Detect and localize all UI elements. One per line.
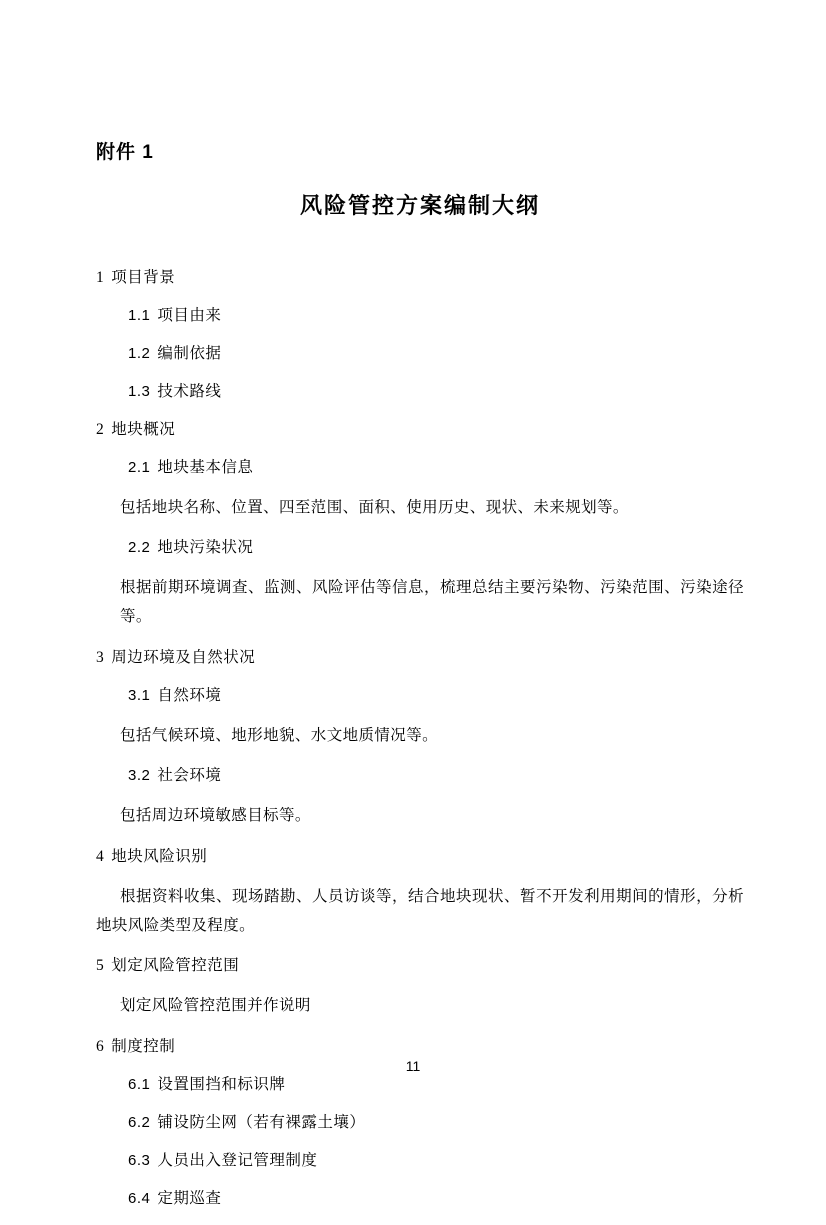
outline-paragraph: 包括气候环境、地形地貌、水文地质情况等。 (120, 726, 439, 744)
outline-number: 1.3 (128, 382, 151, 400)
outline-text: 制度控制 (111, 1038, 176, 1056)
outline-text: 项目背景 (111, 268, 176, 286)
outline-heading-level2 (96, 536, 744, 560)
outline-number: 6.4 (128, 1190, 151, 1208)
page-number: 11 (405, 1058, 421, 1074)
outline-text: 铺设防尘网（若有裸露土壤） (157, 1114, 366, 1132)
outline-text: 编制依据 (157, 344, 222, 362)
outline-heading-level2 (96, 1073, 744, 1097)
outline-heading-level2 (96, 304, 744, 328)
outline-paragraph: 根据前期环境调查、监测、风险评估等信息，梳理总结主要污染物、污染范围、污染途径等。 (120, 579, 744, 626)
outline-number: 6.3 (128, 1152, 151, 1170)
outline-heading-level1 (96, 845, 744, 869)
outline-text: 划定风险管控范围 (111, 957, 240, 975)
outline-heading-level1 (96, 1035, 744, 1059)
outline-number: 6 (96, 1038, 105, 1056)
outline-heading-level2 (96, 1111, 744, 1135)
outline-number: 1 (96, 268, 105, 286)
outline-text: 设置围挡和标识牌 (157, 1076, 286, 1094)
outline-text: 地块概况 (111, 420, 176, 438)
outline-heading-level2 (96, 1149, 744, 1173)
outline-heading-level2 (96, 380, 744, 404)
outline-paragraph: 划定风险管控范围并作说明 (120, 997, 311, 1015)
outline-text: 技术路线 (157, 382, 222, 400)
outline-text: 自然环境 (157, 686, 222, 704)
page-title: 风险管控方案编制大纲 (299, 192, 540, 218)
outline-number: 1.1 (128, 306, 151, 324)
outline-heading-level1 (96, 418, 744, 442)
outline-number: 2.1 (128, 458, 151, 476)
outline-paragraph: 包括地块名称、位置、四至范围、面积、使用历史、现状、未来规划等。 (120, 498, 629, 516)
outline-heading-level1 (96, 954, 744, 978)
outline-heading-level2 (96, 456, 744, 480)
outline-number: 3.2 (128, 767, 151, 785)
outline-number: 4 (96, 848, 105, 866)
outline-text: 项目由来 (157, 306, 222, 324)
outline-number: 2.2 (128, 539, 151, 557)
outline-text: 定期巡查 (157, 1190, 222, 1208)
outline-text: 地块风险识别 (111, 848, 208, 866)
outline-number: 2 (96, 420, 105, 438)
outline-number: 6.1 (128, 1076, 151, 1094)
outline-number: 6.2 (128, 1114, 151, 1132)
outline-number: 5 (96, 957, 105, 975)
outline-heading-level2 (96, 1187, 744, 1211)
attachment-label: 附件 1 (96, 142, 154, 163)
outline-heading-level2 (96, 684, 744, 708)
outline-text: 地块污染状况 (157, 539, 254, 557)
outline-paragraph: 根据资料收集、现场踏勘、人员访谈等，结合地块现状、暂不开发利用期间的情形，分析地块风险类型及程度。 (96, 888, 744, 934)
outline-heading-level2 (96, 342, 744, 366)
outline-text: 人员出入登记管理制度 (157, 1152, 318, 1170)
outline-number: 1.2 (128, 344, 151, 362)
outline-paragraph: 包括周边环境敏感目标等。 (120, 807, 311, 825)
outline-text: 社会环境 (157, 767, 222, 785)
outline-text: 地块基本信息 (157, 458, 254, 476)
outline-heading-level2 (96, 764, 744, 788)
outline-heading-level1 (96, 646, 744, 670)
outline-heading-level1 (96, 266, 744, 290)
outline-number: 3.1 (128, 686, 151, 704)
outline-number: 3 (96, 648, 105, 666)
outline-text: 周边环境及自然状况 (111, 648, 256, 666)
